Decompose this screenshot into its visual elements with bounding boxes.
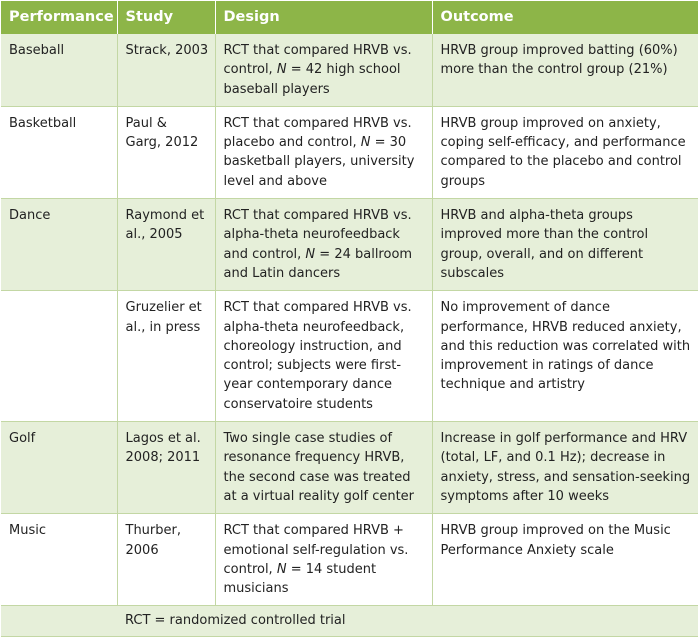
cell-study-line: 2008; 2011 <box>125 450 201 466</box>
cell-design-line: the second case was treated <box>223 469 411 485</box>
cell-design-line: musicians <box>223 581 289 597</box>
cell-outcome <box>432 199 698 291</box>
cell-design-line: level and above <box>223 173 327 189</box>
table-row <box>1 422 698 514</box>
cell-design-line: RCT that compared HRVB vs. <box>223 208 412 224</box>
cell-design-line: and control, N = 24 ballroom <box>223 246 413 262</box>
cell-study: Strack, 2003 <box>117 34 215 106</box>
cell-outcome-line: HRVB group improved on anxiety, <box>440 115 661 131</box>
header-design: Design <box>215 1 432 34</box>
cell-performance: Dance <box>1 199 117 291</box>
cell-outcome-line: compared to the placebo and control <box>440 154 682 170</box>
cell-design-line: placebo and control, N = 30 <box>223 135 407 151</box>
footnote-row <box>1 606 698 636</box>
table-body <box>1 34 698 636</box>
cell-design <box>215 514 432 606</box>
cell-outcome <box>432 422 698 514</box>
table-row <box>1 291 698 422</box>
footnote-spacer <box>1 606 117 636</box>
cell-performance: Golf <box>1 422 117 514</box>
header-study: Study <box>117 1 215 34</box>
cell-study <box>117 199 215 291</box>
cell-design <box>215 34 432 106</box>
cell-design-line: choreology instruction, and <box>223 338 402 354</box>
cell-study-line: Raymond et <box>125 208 205 224</box>
table-row <box>1 106 698 198</box>
table-row <box>1 514 698 606</box>
cell-study <box>117 514 215 606</box>
cell-study-line: 2006 <box>125 542 159 558</box>
cell-outcome-line: Increase in golf performance and HRV <box>440 431 688 447</box>
cell-design-line: at a virtual reality golf center <box>223 488 415 504</box>
cell-design-line: alpha-theta neurofeedback, <box>223 319 405 335</box>
cell-outcome <box>432 291 698 422</box>
cell-performance <box>1 291 117 422</box>
cell-outcome-line: more than the control group (21%) <box>440 62 668 78</box>
cell-design <box>215 106 432 198</box>
cell-outcome <box>432 106 698 198</box>
cell-outcome-line: and this reduction was correlated with <box>440 338 691 354</box>
cell-design-line: basketball players, university <box>223 154 415 170</box>
cell-design-line: Two single case studies of <box>223 431 393 447</box>
table-row <box>1 34 698 106</box>
cell-study <box>117 106 215 198</box>
cell-performance: Music <box>1 514 117 606</box>
cell-design <box>215 422 432 514</box>
cell-design <box>215 291 432 422</box>
cell-design-line: RCT that compared HRVB + <box>223 523 404 539</box>
cell-study-line: Gruzelier et <box>125 300 202 316</box>
table-row <box>1 199 698 291</box>
n-symbol: N <box>276 62 287 78</box>
cell-design-line: RCT that compared HRVB vs. <box>223 43 412 58</box>
cell-design-line: baseball players <box>223 81 330 97</box>
cell-design-line: control; subjects were first- <box>223 358 402 374</box>
cell-design-line: emotional self-regulation vs. <box>223 542 409 558</box>
cell-design-line: and Latin dancers <box>223 265 341 281</box>
cell-outcome-line: performance, HRVB reduced anxiety, <box>440 319 682 335</box>
cell-outcome-line: subscales <box>440 265 505 281</box>
cell-outcome-line: coping self-efficacy, and performance <box>440 135 686 151</box>
cell-design-line: conservatoire students <box>223 396 373 412</box>
cell-outcome-line: symptoms after 10 weeks <box>440 488 609 504</box>
cell-design-line: control, N = 14 student <box>223 561 377 577</box>
cell-study-line: al., in press <box>125 319 201 335</box>
cell-study-line: al., 2005 <box>125 227 183 243</box>
header-performance: Performance <box>1 1 117 34</box>
cell-study-line: Lagos et al. <box>125 431 201 447</box>
cell-design-line: RCT that compared HRVB vs. <box>223 300 412 316</box>
cell-design-line: resonance frequency HRVB, <box>223 450 405 466</box>
cell-design-line: RCT that compared HRVB vs. <box>223 115 412 131</box>
cell-design-line: year contemporary dance <box>223 377 393 393</box>
cell-design-line: alpha-theta neurofeedback <box>223 227 400 243</box>
studies-table <box>1 1 698 637</box>
cell-design <box>215 199 432 291</box>
cell-study-line: Thurber, <box>125 523 181 539</box>
cell-outcome-line: improved more than the control <box>440 227 649 243</box>
cell-study <box>117 291 215 422</box>
cell-outcome-line: (total, LF, and 0.1 Hz); decrease in <box>440 450 666 466</box>
cell-outcome-line: group, overall, and on different <box>440 246 644 262</box>
cell-outcome-line: groups <box>440 173 486 189</box>
cell-study-line: Garg, 2012 <box>125 135 199 151</box>
cell-outcome-line: No improvement of dance <box>440 300 610 316</box>
cell-outcome-line: anxiety, stress, and sensation-seeking <box>440 469 691 485</box>
cell-outcome <box>432 514 698 606</box>
cell-study-line: Paul & <box>125 115 167 131</box>
cell-performance: Baseball <box>1 34 117 106</box>
footnote: RCT = randomized controlled trial <box>117 606 698 636</box>
cell-outcome-line: HRVB and alpha-theta groups <box>440 208 633 224</box>
cell-performance: Basketball <box>1 106 117 198</box>
n-symbol: N <box>276 561 287 577</box>
n-symbol: N <box>360 135 371 151</box>
cell-outcome-line: technique and artistry <box>440 377 585 393</box>
cell-outcome-line: improvement in ratings of dance <box>440 358 654 374</box>
cell-study <box>117 422 215 514</box>
cell-design-line: control, N = 42 high school <box>223 62 401 78</box>
header-row <box>1 1 698 34</box>
cell-outcome-line: HRVB group improved batting (60%) <box>440 43 678 58</box>
n-symbol: N <box>305 246 316 262</box>
cell-outcome-line: HRVB group improved on the Music <box>440 523 671 539</box>
cell-outcome-line: Performance Anxiety scale <box>440 542 614 558</box>
header-outcome: Outcome <box>432 1 698 34</box>
cell-outcome <box>432 34 698 106</box>
